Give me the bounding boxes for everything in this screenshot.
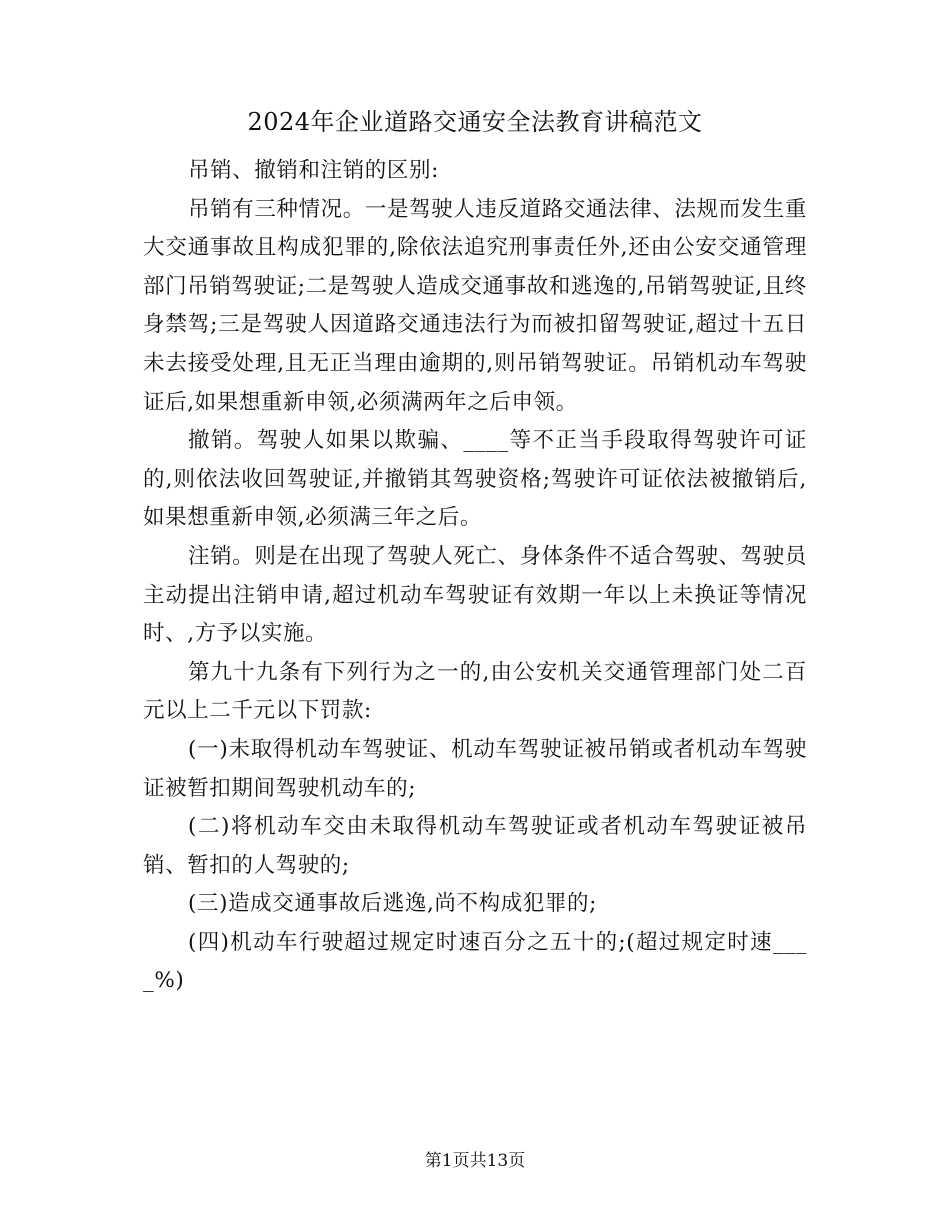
- paragraph: 撤销。驾驶人如果以欺骗、____等不正当手段取得驾驶许可证的,则依法收回驾驶证,并撤销其驾驶资格;驾驶许可证依法被撤销后,如果想重新申领,必须满三年之后。: [143, 428, 807, 531]
- paragraph: 第九十九条有下列行为之一的,由公安机关交通管理部门处二百元以上二千元以下罚款:: [143, 659, 807, 724]
- document-title: 2024年企业道路交通安全法教育讲稿范文: [247, 108, 703, 136]
- paragraph: 吊销有三种情况。一是驾驶人违反道路交通法律、法规而发生重大交通事故且构成犯罪的,除依法追究刑事责任外,还由公安交通管理部门吊销驾驶证;二是驾驶人造成交通事故和逃逸的,吊销驾驶证,且终身禁驾;三是驾驶人因道路交通违法行为而被扣留驾驶证,超过十五日未去接受处理,且无正当理由逾期的,则吊销驾驶证。吊销机动车驾驶证后,如果想重新申领,必须满两年之后申领。: [143, 196, 807, 415]
- page-number-footer: 第1页共13页: [424, 1151, 526, 1171]
- paragraph: (一)未取得机动车驾驶证、机动车驾驶证被吊销或者机动车驾驶证被暂扣期间驾驶机动车的;: [143, 736, 807, 801]
- paragraph: 吊销、撤销和注销的区别:: [188, 158, 439, 183]
- paragraph: 注销。则是在出现了驾驶人死亡、身体条件不适合驾驶、驾驶员主动提出注销申请,超过机动车驾驶证有效期一年以上未换证等情况时、,方予以实施。: [143, 543, 807, 647]
- paragraph: (三)造成交通事故后逃逸,尚不构成犯罪的;: [188, 891, 597, 917]
- paragraph: (二)将机动车交由未取得机动车驾驶证或者机动车驾驶证被吊销、暂扣的人驾驶的;: [143, 814, 807, 878]
- document-body: [143, 152, 807, 1001]
- paragraph: (四)机动车行驶超过规定时速百分之五十的;(超过规定时速____%): [143, 929, 807, 994]
